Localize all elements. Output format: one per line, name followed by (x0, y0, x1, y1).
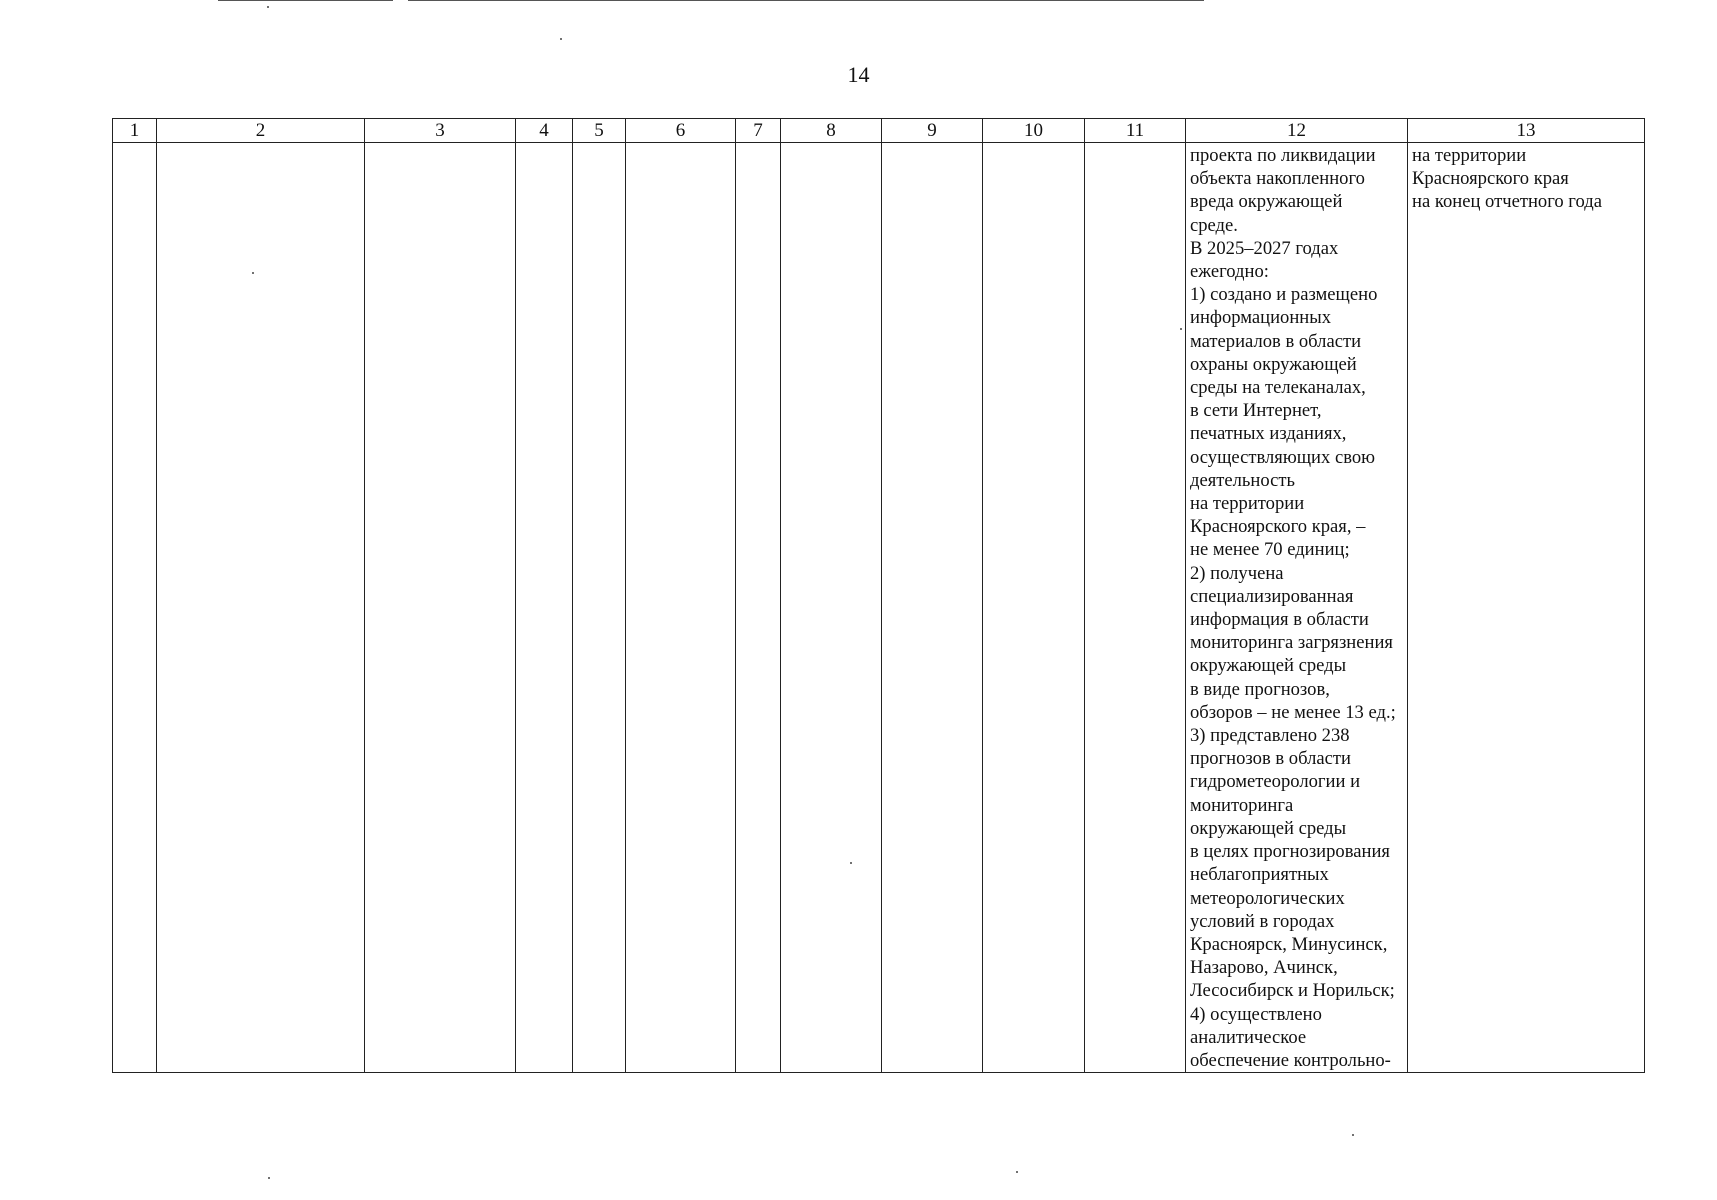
scan-speck (1352, 1134, 1354, 1136)
cell-col-4 (516, 143, 573, 1073)
column-header-11: 11 (1085, 119, 1186, 143)
cell-col-11 (1085, 143, 1186, 1073)
cell-col-6 (626, 143, 736, 1073)
cell-col-10 (983, 143, 1085, 1073)
scan-speck (1016, 1171, 1018, 1173)
cell-col-5 (573, 143, 626, 1073)
document-table (112, 118, 1645, 1073)
column-header-13: 13 (1408, 119, 1645, 143)
scan-top-line-right (408, 0, 1204, 1)
column-header-1: 1 (113, 119, 157, 143)
column-header-7: 7 (736, 119, 781, 143)
column-header-4: 4 (516, 119, 573, 143)
scan-top-line-left (218, 0, 393, 1)
cell-col-13 (1408, 143, 1645, 1073)
cell-col-7 (736, 143, 781, 1073)
column-header-12: 12 (1186, 119, 1408, 143)
scan-speck (267, 6, 269, 8)
column-header-8: 8 (781, 119, 882, 143)
column-header-6: 6 (626, 119, 736, 143)
cell-col-8 (781, 143, 882, 1073)
column-header-3: 3 (365, 119, 516, 143)
column-header-2: 2 (157, 119, 365, 143)
cell-col-12-text: проекта по ликвидации объекта накопленного вреда окружающей среде. В 2025–2027 годах ежегодно: 1) создано и размещено информационных материалов в области охраны окружающей среды на телеканалах, в сети Интернет, печатных изданиях, осуществляющих свою деятельность на территории Красноярского края, – не менее 70 единиц; 2) получена специализированная информация в области мониторинга загрязнения окружающей среды в виде прогнозов, обзоров – не менее 13 ед.; 3) представлено 238 прогнозов в области гидрометеорологии и мониторинга окружающей среды в целях прогнозирования неблагоприятных метеорологических условий в городах Красноярск, Минусинск, Назарово, Ачинск, Лесосибирск и Норильск; 4) осуществлено аналитическое обеспечение контрольно- (1190, 145, 1396, 1071)
table-row (113, 143, 1645, 1073)
scan-speck (560, 38, 562, 40)
column-header-10: 10 (983, 119, 1085, 143)
table-header-row (113, 119, 1645, 143)
scan-speck (268, 1177, 270, 1179)
cell-col-3 (365, 143, 516, 1073)
page-number: 14 (847, 62, 870, 87)
column-header-9: 9 (882, 119, 983, 143)
cell-col-1 (113, 143, 157, 1073)
cell-col-2 (157, 143, 365, 1073)
cell-col-9 (882, 143, 983, 1073)
cell-col-13-text: на территории Красноярского края на конец отчетного года (1412, 145, 1602, 213)
cell-col-12 (1186, 143, 1408, 1073)
column-header-5: 5 (573, 119, 626, 143)
